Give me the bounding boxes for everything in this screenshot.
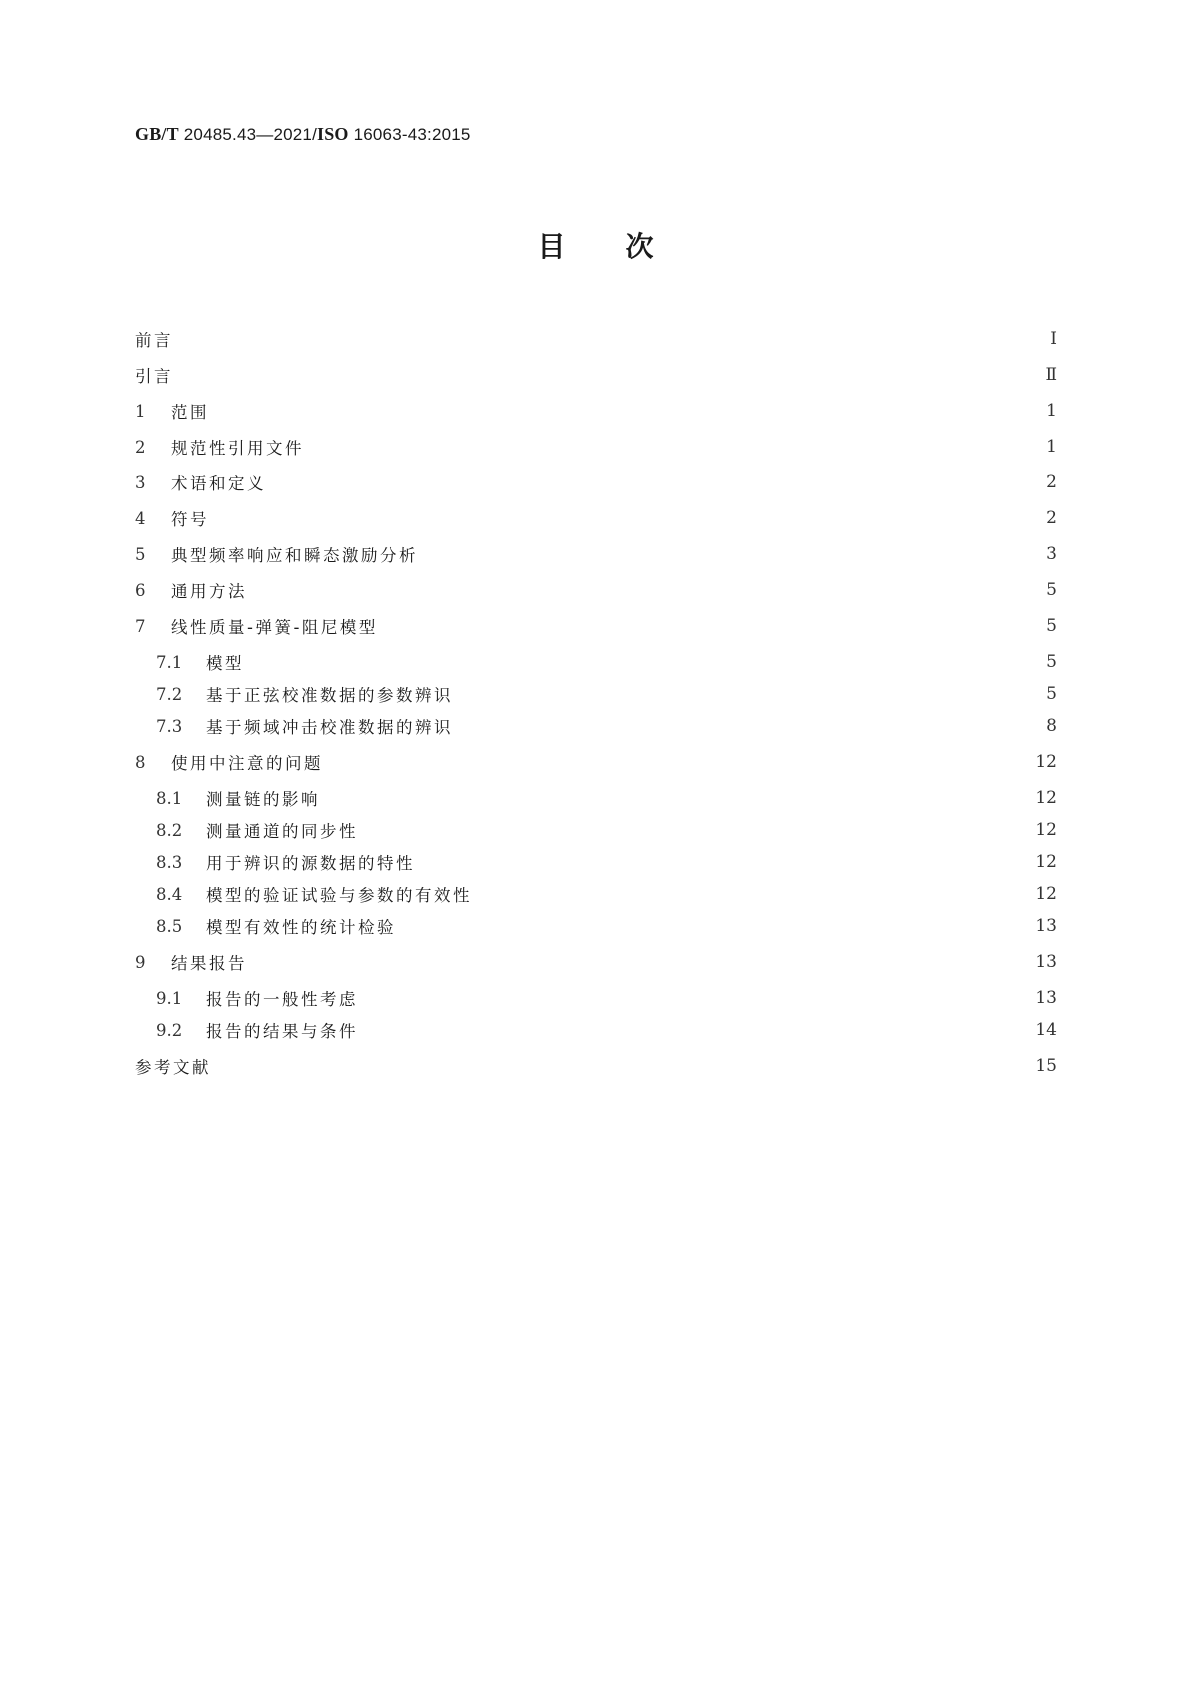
- toc-page: 5: [1046, 616, 1057, 636]
- toc-number: 8: [135, 752, 146, 772]
- toc-subentry[interactable]: [156, 912, 1057, 940]
- dot-leader: [478, 884, 1021, 904]
- toc-label: 报告的结果与条件: [206, 1022, 358, 1041]
- toc-label: 基于频域冲击校准数据的辨识: [206, 718, 453, 737]
- toc-number: 9.1: [156, 988, 183, 1008]
- toc-page: 12: [1035, 884, 1057, 904]
- toc-page: 12: [1035, 788, 1057, 808]
- toc-number: 7.3: [156, 716, 183, 736]
- toc-label: 术语和定义: [171, 474, 266, 493]
- dot-leader: [253, 952, 1021, 972]
- toc-number: 1: [135, 401, 146, 421]
- dot-leader: [253, 580, 1021, 600]
- toc-page: Ⅱ: [1045, 365, 1057, 385]
- toc-label: 符号: [171, 510, 209, 529]
- dot-leader: [364, 1020, 1021, 1040]
- dot-leader: [364, 820, 1021, 840]
- dot-leader: [364, 988, 1021, 1008]
- toc-label: 线性质量-弹簧-阻尼模型: [171, 618, 378, 637]
- toc-number: 8.3: [156, 852, 183, 872]
- dot-leader: [459, 684, 1021, 704]
- dot-leader: [402, 916, 1021, 936]
- toc-number: 8.1: [156, 788, 183, 808]
- toc-label: 模型有效性的统计检验: [206, 918, 396, 937]
- toc-label: 测量通道的同步性: [206, 822, 358, 841]
- toc-label: 用于辨识的源数据的特性: [206, 854, 415, 873]
- toc-page: 12: [1035, 852, 1057, 872]
- dot-leader: [250, 652, 1021, 672]
- toc-label: 模型: [206, 654, 244, 673]
- toc-page: 13: [1035, 988, 1057, 1008]
- toc-page: 2: [1046, 472, 1057, 492]
- dot-leader: [384, 616, 1021, 636]
- toc-entry[interactable]: [135, 576, 1057, 604]
- toc-label: 模型的验证试验与参数的有效性: [206, 886, 472, 905]
- document-header: [135, 124, 471, 145]
- toc-entry[interactable]: [135, 1052, 1057, 1080]
- standard-number: 20485.43—2021/: [183, 125, 318, 144]
- dot-leader: [179, 365, 1021, 385]
- toc-page: 2: [1046, 508, 1057, 528]
- iso-number: 16063-43:2015: [353, 125, 471, 144]
- toc-entry[interactable]: [135, 504, 1057, 532]
- toc-entry[interactable]: [135, 540, 1057, 568]
- toc-entry[interactable]: [135, 468, 1057, 496]
- dot-leader: [272, 472, 1021, 492]
- toc-label: 范围: [171, 403, 209, 422]
- toc-label: 通用方法: [171, 582, 247, 601]
- toc-number: 7.1: [156, 652, 183, 672]
- toc-page: 5: [1046, 684, 1057, 704]
- toc-subentry[interactable]: [156, 984, 1057, 1012]
- toc-page: 12: [1035, 820, 1057, 840]
- toc-number: 7: [135, 616, 146, 636]
- toc-page: 3: [1046, 544, 1057, 564]
- toc-label: 规范性引用文件: [171, 439, 304, 458]
- toc-entry[interactable]: [135, 948, 1057, 976]
- dot-leader: [424, 544, 1021, 564]
- toc-number: 9: [135, 952, 146, 972]
- toc-number: 5: [135, 544, 146, 564]
- toc-label: 测量链的影响: [206, 790, 320, 809]
- dot-leader: [217, 1056, 1021, 1076]
- dot-leader: [326, 788, 1021, 808]
- dot-leader: [179, 329, 1021, 349]
- dot-leader: [310, 437, 1021, 457]
- toc-number: 9.2: [156, 1020, 183, 1040]
- toc-number: 2: [135, 437, 146, 457]
- toc-label: 基于正弦校准数据的参数辨识: [206, 686, 453, 705]
- dot-leader: [329, 752, 1021, 772]
- toc-entry[interactable]: [135, 397, 1057, 425]
- toc-entry[interactable]: [135, 361, 1057, 389]
- toc-entry[interactable]: [135, 612, 1057, 640]
- toc-number: 8.4: [156, 884, 183, 904]
- toc-page: 14: [1035, 1020, 1057, 1040]
- toc-subentry[interactable]: [156, 816, 1057, 844]
- toc-label: 结果报告: [171, 954, 247, 973]
- toc-number: 6: [135, 580, 146, 600]
- page-title: 目次: [537, 230, 714, 263]
- toc-number: 3: [135, 472, 146, 492]
- toc-subentry[interactable]: [156, 848, 1057, 876]
- dot-leader: [421, 852, 1021, 872]
- toc-subentry[interactable]: [156, 784, 1057, 812]
- toc-entry[interactable]: [135, 748, 1057, 776]
- toc-label: 使用中注意的问题: [171, 754, 323, 773]
- toc-page: Ⅰ: [1050, 329, 1057, 349]
- toc-page: 13: [1035, 952, 1057, 972]
- toc-number: 7.2: [156, 684, 183, 704]
- toc-label: 参考文献: [135, 1058, 211, 1077]
- toc-page: 13: [1035, 916, 1057, 936]
- toc-subentry[interactable]: [156, 1016, 1057, 1044]
- dot-leader: [215, 401, 1021, 421]
- toc-label: 报告的一般性考虑: [206, 990, 358, 1009]
- toc-subentry[interactable]: [156, 712, 1057, 740]
- iso-prefix: ISO: [317, 124, 349, 144]
- toc-entry[interactable]: [135, 433, 1057, 461]
- toc-label: 典型频率响应和瞬态激励分析: [171, 546, 418, 565]
- standard-prefix: GB/T: [135, 124, 179, 144]
- toc-page: 5: [1046, 580, 1057, 600]
- toc-number: 8.2: [156, 820, 183, 840]
- toc-label: 引言: [135, 367, 173, 386]
- dot-leader: [215, 508, 1021, 528]
- toc-subentry[interactable]: [156, 880, 1057, 908]
- toc-label: 前言: [135, 331, 173, 350]
- toc-page: 12: [1035, 752, 1057, 772]
- toc-page: 8: [1046, 716, 1057, 736]
- toc-number: 8.5: [156, 916, 183, 936]
- toc-page: 5: [1046, 652, 1057, 672]
- dot-leader: [459, 716, 1021, 736]
- toc-subentry[interactable]: [156, 648, 1057, 676]
- toc-subentry[interactable]: [156, 680, 1057, 708]
- toc-page: 1: [1046, 437, 1057, 457]
- toc-entry[interactable]: [135, 325, 1057, 353]
- toc-page: 15: [1035, 1056, 1057, 1076]
- toc-number: 4: [135, 508, 146, 528]
- toc-page: 1: [1046, 401, 1057, 421]
